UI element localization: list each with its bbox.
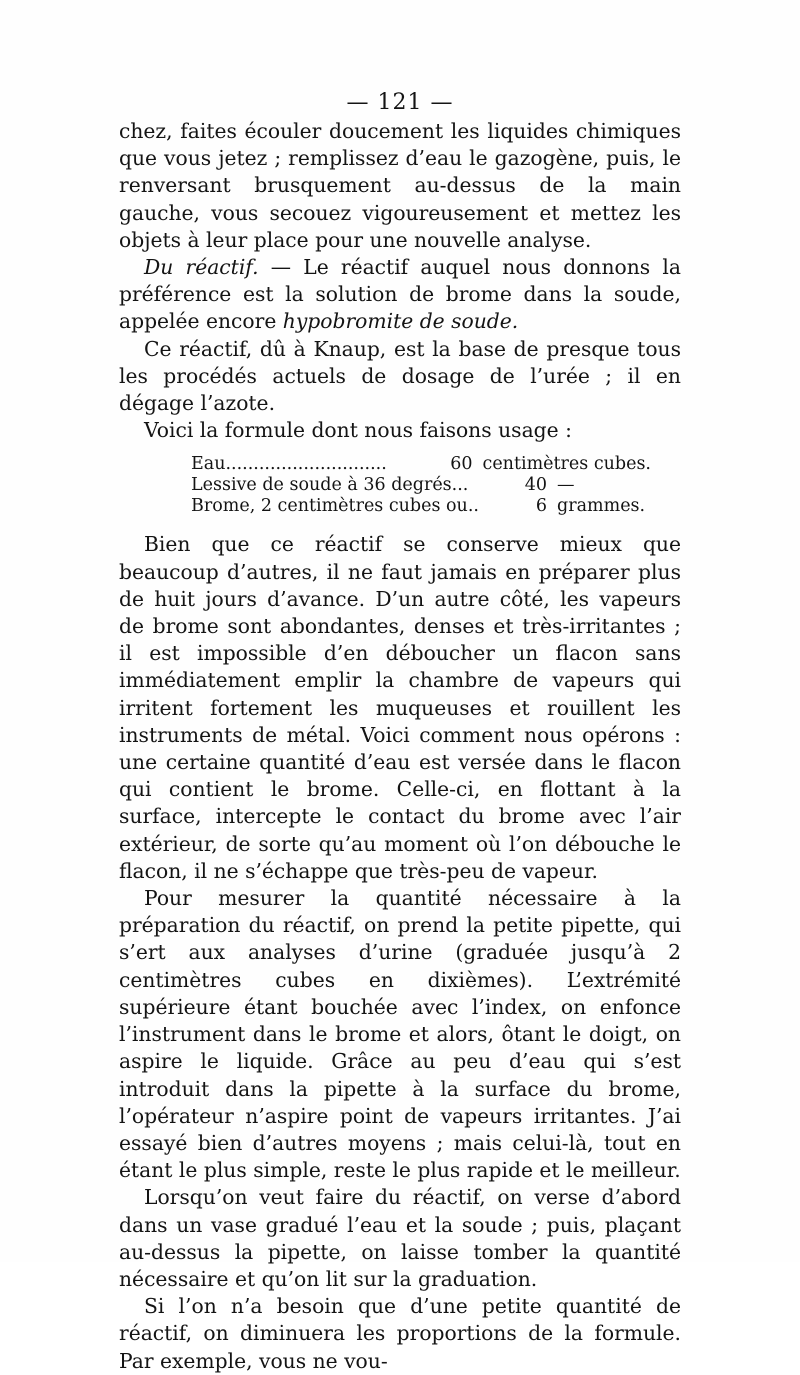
body-text <box>119 118 681 1375</box>
paragraph-knaup: Ce réactif, dû à Knaup, est la base de presque tous les procédés actuels de dosage de l’urée ; il en dégage l’azote. <box>119 336 681 416</box>
formula-ingredient: Lessive de soude à 36 degrés... <box>191 475 469 496</box>
formula-quantity: 6 <box>535 496 547 517</box>
paragraph-reactif <box>119 254 681 336</box>
formula-row <box>191 454 651 475</box>
paragraph-1: chez, faites écouler doucement les liquides chimiques que vous jetez ; remplissez d’eau le gazogène, puis, le renversant brusquement au-dessus de la main gauche, vous secouez vigoureusement et mettez les objets à leur place pour une nouvelle analyse. <box>119 119 681 252</box>
paragraph-formula-intro: Voici la formule dont nous faisons usage : <box>144 418 572 443</box>
formula-unit: — <box>557 475 575 496</box>
formula-quantity: 40 <box>524 475 547 496</box>
paragraph-pipette: Pour mesurer la quantité nécessaire à la préparation du réactif, on prend la petite pipette, qui s’ert aux analyses d’urine (graduée jusqu’à 2 centimètres cubes en dixièmes). L’extrémité supérieure étant bouchée avec l’index, on enfonce l’instrument dans le brome et alors, ôtant le doigt, on aspire le liquide. Grâce au peu d’eau qui s’est introduit dans la pipette à la surface du brome, l’opérateur n’aspire point de vapeurs irritantes. J’ai essayé bien d’autres moyens ; mais celui-là, tout en étant le plus simple, reste le plus rapide et le meilleur. <box>119 886 681 1183</box>
paragraph-conservation: Bien que ce réactif se conserve mieux que beaucoup d’autres, il ne faut jamais en préparer plus de huit jours d’avance. D’un autre côté, les vapeurs de brome sont abondantes, denses et très-irritantes ; il est impossible d’en déboucher un flacon sans immédiatement emplir la chambre de vapeurs qui irritent fortement les muqueuses et rouillent les instruments de métal. Voici comment nous opérons : une certaine quantité d’eau est versée dans le flacon qui contient le brome. Celle-ci, en flottant à la surface, intercepte le contact du brome avec l’air extérieur, de sorte qu’au moment où l’on débouche le flacon, il ne s’échappe que très-peu de vapeur. <box>119 532 681 883</box>
formula-ingredient: Brome, 2 centimètres cubes ou.. <box>191 496 479 517</box>
formula-unit: grammes. <box>557 496 646 517</box>
paragraph-reactif-text: — Le réactif auquel nous donnons la préférence est la solution de brome dans la soude, appelée encore <box>119 255 681 334</box>
section-heading: Du réactif. <box>144 255 259 280</box>
formula-unit: centimètres cubes. <box>482 454 651 475</box>
formula-row <box>191 475 651 496</box>
paragraph-preparation: Lorsqu’on veut faire du réactif, on verse d’abord dans un vase gradué l’eau et la soude ; puis, plaçant au-dessus la pipette, on laisse tomber la quantité nécessaire et qu’on lit sur la graduation. <box>119 1185 681 1291</box>
hypobromite-term: hypobromite de soude. <box>282 309 519 334</box>
formula-table <box>191 454 651 517</box>
paragraph-proportions: Si l’on n’a besoin que d’une petite quantité de réactif, on diminuera les proportions de la formule. Par exemple, vous ne vou- <box>119 1294 681 1373</box>
formula-ingredient: Eau............................. <box>191 454 387 475</box>
formula-row <box>191 496 651 517</box>
page-number: — 121 — <box>346 90 454 115</box>
formula-quantity: 60 <box>450 454 473 475</box>
